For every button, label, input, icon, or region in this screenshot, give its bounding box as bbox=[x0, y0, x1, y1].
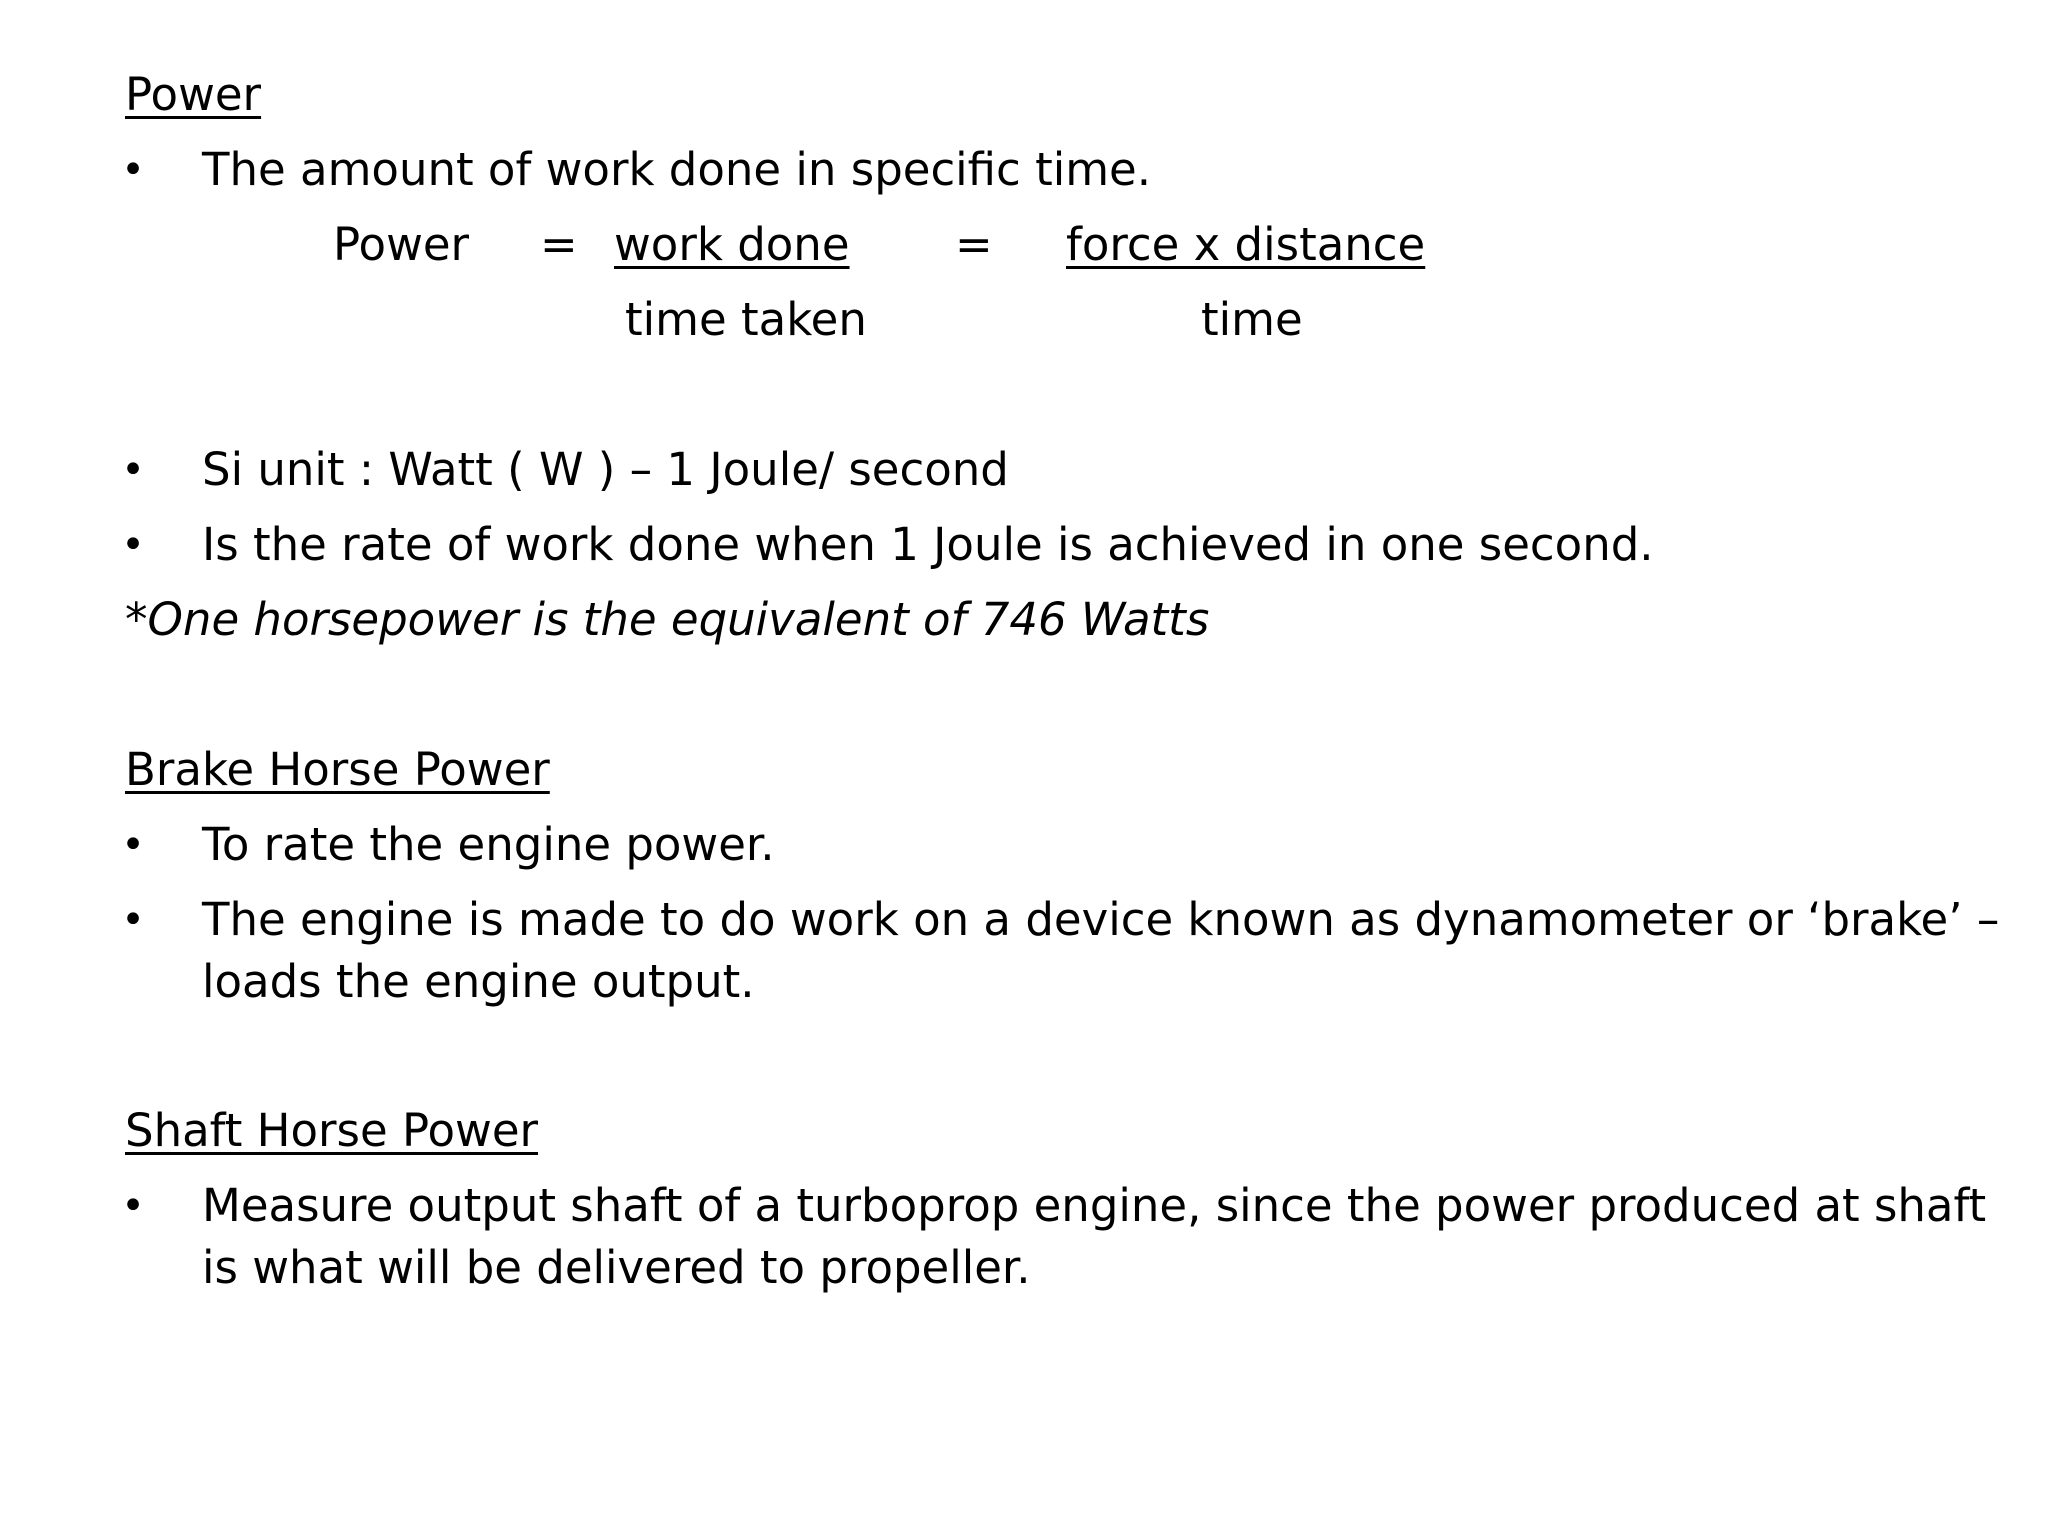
power-heading: Power bbox=[125, 68, 262, 121]
formula-numerator-1: work done bbox=[614, 218, 850, 271]
shaft-bullet-1-line-1: Measure output shaft of a turboprop engine, since the power produced at shaft bbox=[202, 1179, 1987, 1232]
bullet-marker: • bbox=[121, 897, 145, 943]
formula-denominator-1: time taken bbox=[625, 293, 867, 346]
power-bullet-1: The amount of work done in specific time. bbox=[202, 143, 1152, 196]
formula-equals-1: = bbox=[540, 218, 578, 271]
bullet-marker: • bbox=[121, 147, 145, 193]
power-bullet-3: Is the rate of work done when 1 Joule is achieved in one second. bbox=[202, 518, 1654, 571]
bullet-marker: • bbox=[121, 447, 145, 493]
formula-equals-2: = bbox=[955, 218, 993, 271]
horsepower-note: *One horsepower is the equivalent of 746 Watts bbox=[125, 593, 1210, 646]
formula-numerator-2: force x distance bbox=[1066, 218, 1426, 271]
shaft-heading: Shaft Horse Power bbox=[125, 1104, 539, 1157]
bullet-marker: • bbox=[121, 522, 145, 568]
formula-lhs: Power bbox=[333, 218, 470, 271]
bullet-marker: • bbox=[121, 1183, 145, 1229]
brake-bullet-2-line-2: loads the engine output. bbox=[202, 955, 755, 1008]
brake-heading: Brake Horse Power bbox=[125, 743, 550, 796]
formula-denominator-2: time bbox=[1201, 293, 1303, 346]
bullet-marker: • bbox=[121, 822, 145, 868]
brake-bullet-1: To rate the engine power. bbox=[202, 818, 775, 871]
power-bullet-2: Si unit : Watt ( W ) – 1 Joule/ second bbox=[202, 443, 1009, 496]
brake-bullet-2-line-1: The engine is made to do work on a device known as dynamometer or ‘brake’ – bbox=[202, 893, 2000, 946]
shaft-bullet-1-line-2: is what will be delivered to propeller. bbox=[202, 1241, 1031, 1294]
